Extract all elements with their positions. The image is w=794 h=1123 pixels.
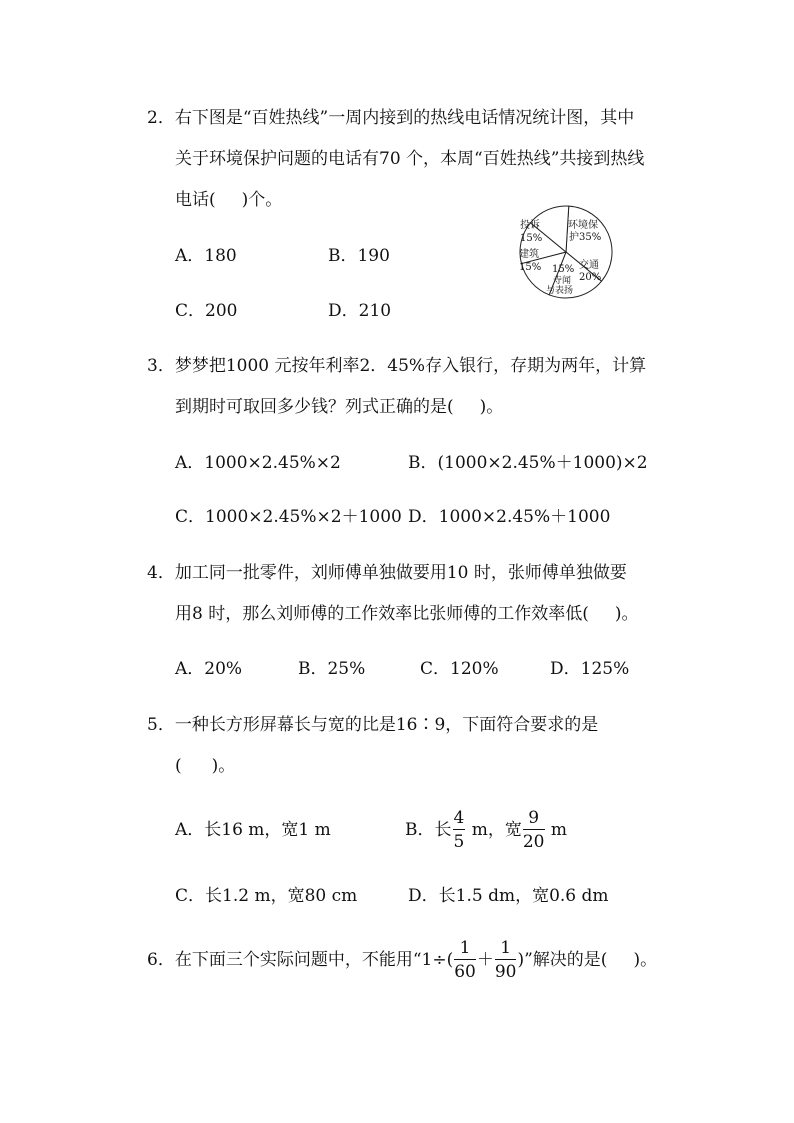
q5-line-1: 5．一种长方形屏幕长与宽的比是16∶9，下面符合要求的是 — [147, 715, 599, 735]
label-complain-2: 15% — [520, 233, 543, 244]
q4-line-2b: )。 — [614, 604, 639, 624]
q4-option-c: C．120% — [420, 659, 499, 679]
q5-optb-num-1: 4 — [453, 808, 465, 828]
q6-den-2: 90 — [494, 962, 517, 982]
q5-option-b — [405, 810, 567, 851]
q6-plus: ＋ — [476, 950, 494, 970]
q5-line-2a: ( — [175, 756, 182, 776]
q4-line-1: 4．加工同一批零件，刘师傅单独做要用10 时，张师傅单独做要 — [147, 563, 627, 583]
q5-optb-mid: m，宽 — [471, 820, 522, 840]
q3-option-c: C．1000×2.45%×2＋1000 — [175, 507, 402, 527]
label-env-1: 环境保 — [568, 220, 598, 231]
q6-end: )。 — [633, 950, 658, 970]
label-build-2: 15% — [519, 262, 542, 273]
label-news-1: 15% — [552, 264, 575, 275]
q6-line — [147, 940, 657, 981]
q3-option-d: D．1000×2.45%＋1000 — [408, 507, 611, 527]
hotline-pie-chart — [510, 204, 622, 300]
q3-line-2 — [175, 396, 503, 418]
q5-line-2 — [175, 755, 235, 777]
q6-den-1: 60 — [454, 962, 476, 982]
q2-option-c: C．200 — [175, 301, 238, 321]
label-news-2: 寺闻 — [553, 276, 572, 286]
q5-optb-fraction-1 — [453, 810, 466, 851]
q4-option-a: A．20% — [175, 659, 243, 679]
q3-line-2a: 到期时可取回多少钱？列式正确的是( — [175, 397, 454, 417]
q5-optb-den-2: 20 — [522, 832, 545, 852]
label-news-3: 与表扬 — [546, 286, 574, 296]
q4-line-2 — [175, 603, 639, 625]
q2-line-1: 2．右下图是“百姓热线”一周内接到的热线电话情况统计图，其中 — [147, 108, 635, 128]
q6-fraction-2 — [495, 940, 517, 981]
q6-num-1: 1 — [454, 940, 476, 960]
q5-optb-suffix: m — [550, 820, 568, 840]
q4-option-b: B．25% — [298, 659, 366, 679]
q2-line-2: 关于环境保护问题的电话有70 个，本周“百姓热线”共接到热线 — [175, 149, 645, 169]
q3-option-b: B．(1000×2.45%＋1000)×2 — [408, 453, 648, 473]
q6-suffix: )”解决的是( — [517, 950, 608, 970]
label-env-2: 护35% — [569, 232, 602, 243]
q3-line-2b: )。 — [479, 397, 504, 417]
q2-line-3b: )个。 — [241, 190, 283, 210]
label-build-1: 建筑 — [519, 249, 539, 260]
q5-optb-fraction-2 — [523, 810, 545, 851]
q6-fraction-1 — [454, 940, 476, 981]
label-complain-1: 投诉 — [520, 220, 540, 231]
q5-optb-den-1: 5 — [453, 832, 465, 852]
q6-num-2: 1 — [495, 940, 517, 960]
label-traffic-1: 交通 — [579, 260, 599, 271]
q2-line-3 — [175, 189, 282, 211]
q4-option-d: D．125% — [550, 659, 630, 679]
q5-optb-num-2: 9 — [523, 810, 545, 830]
q3-line-1: 3．梦梦把1000 元按年利率2．45%存入银行，存期为两年，计算 — [147, 356, 647, 376]
q5-optb-prefix: B．长 — [405, 820, 452, 840]
q2-option-b: B．190 — [328, 246, 390, 266]
q2-option-a: A．180 — [175, 246, 237, 266]
q2-option-d: D．210 — [328, 301, 392, 321]
q5-line-2b: )。 — [211, 756, 236, 776]
q2-line-3a: 电话( — [175, 190, 216, 210]
q4-line-2a: 用8 时，那么刘师傅的工作效率比张师傅的工作效率低( — [175, 604, 589, 624]
q5-option-a: A．长16 m，宽1 m — [175, 820, 331, 840]
q6-prefix: 6．在下面三个实际问题中，不能用“1÷( — [147, 950, 454, 970]
q3-option-a: A．1000×2.45%×2 — [175, 453, 341, 473]
q5-option-c: C．长1.2 m，宽80 cm — [175, 886, 358, 906]
label-traffic-2: 20% — [579, 272, 602, 283]
q5-option-d: D．长1.5 dm，宽0.6 dm — [408, 886, 609, 906]
